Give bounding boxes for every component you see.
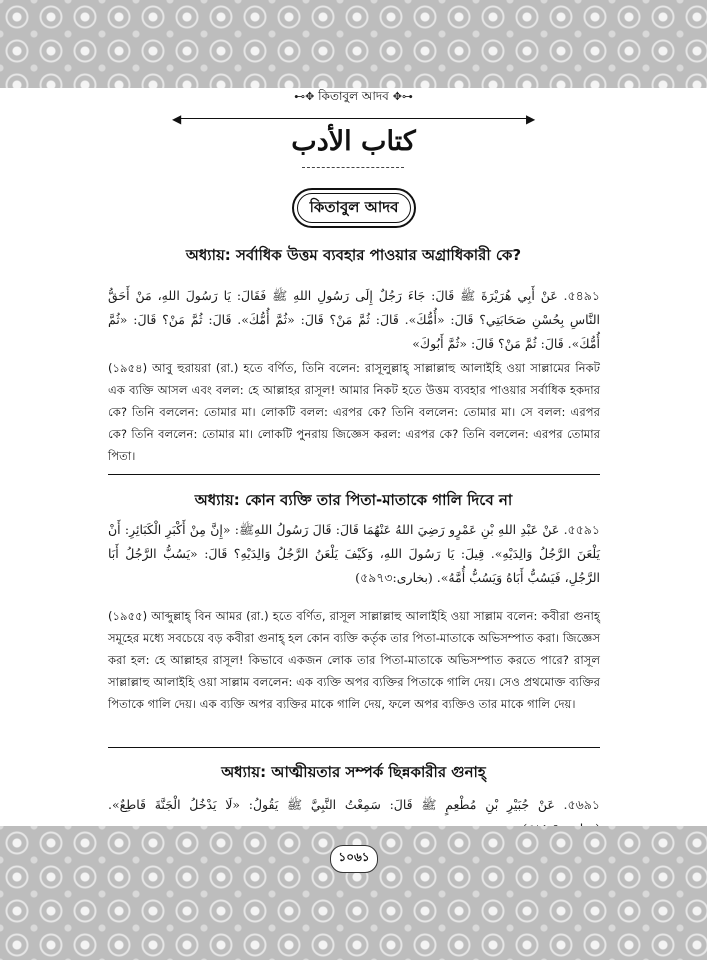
top-decorative-band bbox=[0, 0, 707, 88]
running-header-text: কিতাবুল আদব bbox=[318, 89, 389, 103]
hadith-arabic: ৫৪৯১. عَنْ أَبِي هُرَيْرَةَ ﷺ قَالَ: جَاءَ رَجُلٌ إِلَى رَسُولِ اللهِ ﷺ فَقَالَ: يَا رَسُولَ اللهِ، مَنْ أَحَقُّ النَّاسِ بِحُسْنِ صَحَابَتِي؟ قَالَ: «أُمُّكَ». قَالَ: ثُمَّ مَنْ؟ قَالَ: «ثُمَّ أُمُّكَ». قَالَ: ثُمَّ مَنْ؟ قَالَ: «ثُمَّ أُمُّكَ». قَالَ: ثُمَّ مَنْ؟ قَالَ: «ثُمَّ أَبُوكَ» bbox=[108, 288, 600, 351]
hadith-arabic: ৫৫৯১. عَنْ عَبْدِ اللهِ بْنِ عَمْرٍو رَضِيَ اللهُ عَنْهُمَا قَالَ: قَالَ رَسُولُ اللهِﷺ: «إِنَّ مِنْ أَكْبَرِ الْكَبَائِرِ: أَنْ يَلْعَنَ الرَّجُلُ وَالِدَيْهِ». قِيلَ: يَا رَسُولَ اللهِ، وَكَيْفَ يَلْعَنُ الرَّجُلُ وَالِدَيْهِ؟ قَالَ: «يَسُبُّ الرَّجُلُ أَبَا الرَّجُلِ، فَيَسُبُّ أَبَاهُ وَيَسُبُّ أُمَّهُ». (بخارى:৫৯৭৩) bbox=[108, 522, 600, 585]
section-divider bbox=[108, 747, 600, 748]
chapter-heading: অধ্যায়: কোন ব্যক্তি তার পিতা-মাতাকে গালি দিবে না bbox=[194, 491, 513, 509]
left-ornament-icon: ⊷✥ bbox=[294, 90, 315, 103]
hadith-translation: (১৯৫৪) আবু হুরায়রা (রা.) হতে বর্ণিত, তিনি বলেন: রাসূলুল্লাহ্ সাল্লাল্লাহু আলাইহি ওয়া সাল্লামের নিকট এক ব্যক্তি আসল এবং বলল: হে আল্লাহর রাসূল! আমার নিকট হতে উত্তম ব্যবহার পাওয়ার সর্বাধিক হকদার কে? তিনি বললেন: তোমার মা। লোকটি বলল: এরপর কে? তিনি বললেন: তোমার মা। সে বলল: এরপর কে? তিনি বললেন: তোমার মা। লোকটি পুনরায় জিজ্ঞেস করল: এরপর কে? তিনি বললেন: এরপর তোমার পিতা। bbox=[108, 361, 600, 463]
right-ornament-icon: ✥⊶ bbox=[392, 90, 413, 103]
section-label-text: কিতাবুল আদব bbox=[309, 197, 399, 216]
chapter-heading: অধ্যায়: আত্মীয়তার সম্পর্ক ছিন্নকারীর গুনাহ্ bbox=[221, 763, 486, 781]
running-header bbox=[0, 88, 707, 108]
page-number: ১০৬১ bbox=[330, 845, 378, 873]
arabic-heading: كتاب الأدب bbox=[291, 126, 416, 157]
heading-underline bbox=[302, 167, 404, 168]
section-divider bbox=[108, 474, 600, 475]
hadith-arabic: ৫৬৯১. عَنْ جُبَيْرِ بْنِ مُطْعِمٍ ﷺ قَالَ: سَمِعْتُ النَّبِيَّ ﷺ يَقُولُ: «لَا يَدْخُلُ الْجَنَّةَ قَاطِعٌ». bbox=[108, 797, 600, 812]
rule-right-end-icon: ▶ bbox=[526, 112, 536, 126]
section-label bbox=[292, 188, 416, 228]
hadith-translation: (১৯৫৫) আব্দুল্লাহ্ বিন আমর (রা.) হতে বর্ণিত, রাসূল সাল্লাল্লাহু আলাইহি ওয়া সাল্লাম বলেন: কবীরা গুনাহ্ সমূহের মধ্যে সবচেয়ে বড় কবীরা গুনাহ্ হল কোন ব্যক্তি কর্তৃক তার পিতা-মাতাকে অভিসম্পাত করা। জিজ্ঞেস করা হল: হে আল্লাহর রাসূল! কিভাবে একজন লোক তার পিতা-মাতাকে অভিসম্পাত করতে পারে? রাসূল সাল্লাল্লাহু আলাইহি ওয়া সাল্লাম বললেন: এক ব্যক্তি অপর ব্যক্তির পিতাকে গালি দেয়। সেও প্রথমোক্ত ব্যক্তির পিতাকে গালি দেয়। এক ব্যক্তি অপর ব্যক্তির মাকে গালি দেয়, ফলে অপর ব্যক্তিও তার মাকে গালি দেয়। bbox=[108, 609, 600, 711]
chapter-heading: অধ্যায়: সর্বাধিক উত্তম ব্যবহার পাওয়ার অগ্রাধিকারী কে? bbox=[185, 246, 522, 264]
rule-left-end-icon: ◀ bbox=[172, 112, 182, 126]
header-rule bbox=[178, 118, 530, 119]
